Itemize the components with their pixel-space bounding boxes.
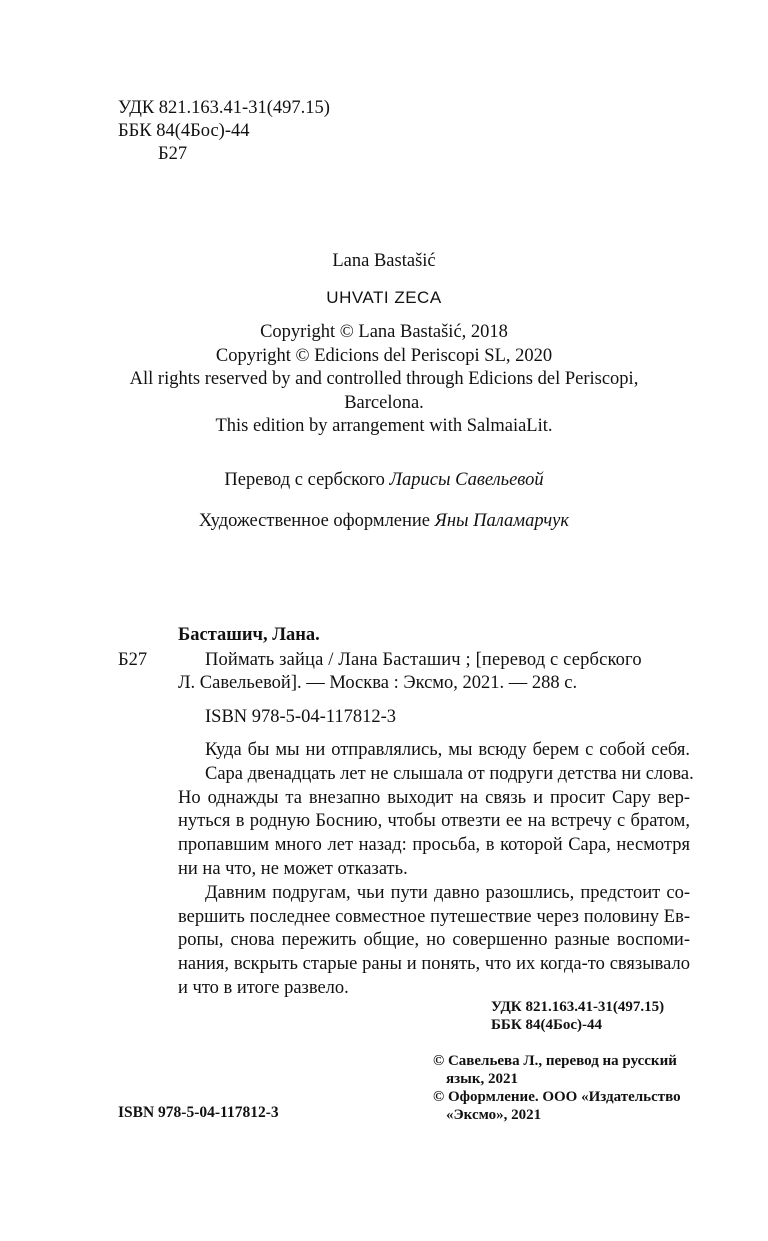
catalog-isbn: ISBN 978-5-04-117812-3 [205, 707, 396, 727]
copyright-line: Copyright © Lana Bastašić, 2018 [260, 322, 508, 342]
annotation-line: нания, вскрыть старые раны и понять, что их когда-то связывало [178, 954, 690, 975]
annotation-line: пропавшим много лет назад: просьба, в которой Сара, несмотря [178, 835, 690, 856]
annotation-line: Сара двенадцать лет не слышала от подруги детства ни слова. [205, 763, 694, 784]
top-bbk: ББК 84(4Бос)-44 [118, 121, 250, 141]
original-title: UHVATI ZECA [326, 288, 442, 307]
top-author-mark: Б27 [158, 144, 188, 164]
bottom-copyright-block [433, 1052, 733, 1124]
annotation-line: Куда бы мы ни отправлялись, мы всюду берем с собой себя. [205, 740, 690, 760]
bottom-copyright-line: © Савельева Л., перевод на русский [433, 1053, 677, 1069]
original-author: Lana Bastašić [332, 251, 436, 271]
catalog-udk: УДК 821.163.41-31(497.15) [491, 999, 665, 1015]
top-udk: УДК 821.163.41-31(497.15) [118, 98, 330, 118]
bottom-isbn: ISBN 978-5-04-117812-3 [118, 1104, 279, 1121]
catalog-bbk: ББК 84(4Бос)-44 [491, 1017, 603, 1033]
bottom-copyright-line: © Оформление. ООО «Издательство [433, 1089, 681, 1105]
catalog-mark: Б27 [118, 650, 148, 670]
annotation-line: Давним подругам, чьи пути давно разошлись, предстоит со- [205, 882, 690, 903]
annotation-line: ни на что, не может отказать. [178, 858, 408, 879]
catalog-entry-line2: Л. Савельевой]. — Москва : Эксмо, 2021. — 288 с. [178, 673, 578, 693]
copyright-line: All rights reserved by and controlled through Edicions del Periscopi, [129, 369, 639, 389]
annotation-line: и что в итоге развело. [178, 977, 349, 998]
bottom-copyright-line: «Эксмо», 2021 [446, 1107, 542, 1123]
translation-credit [0, 470, 768, 491]
catalog-heading: Басташич, Лана. [178, 625, 320, 645]
annotation [178, 739, 694, 1001]
copyright-line: This edition by arrangement with SalmaiaLit. [215, 416, 553, 436]
design-prefix: Художественное оформление [198, 511, 435, 531]
translation-prefix: Перевод с сербского [224, 470, 390, 490]
designer-name: Яны Паламарчук [434, 511, 570, 531]
annotation-line: Но однажды та внезапно выходит на связь и просит Сару вер- [178, 787, 690, 808]
annotation-line: нуться в родную Боснию, чтобы отвезти ее на встречу с братом, [178, 811, 690, 832]
catalog-entry-line1: Поймать зайца / Лана Басташич ; [перевод с сербского [205, 650, 642, 670]
annotation-line: ропы, снова пережить общие, но совершенно разные воспоми- [178, 930, 690, 951]
copyright-line: Barcelona. [344, 392, 424, 413]
annotation-line: вершить последнее совместное путешествие через половину Ев- [178, 906, 690, 927]
copyright-line: Copyright © Edicions del Periscopi SL, 2020 [215, 345, 553, 366]
design-credit [0, 511, 768, 532]
bottom-copyright-line: язык, 2021 [446, 1071, 518, 1087]
translator-name: Ларисы Савельевой [389, 470, 544, 490]
original-copyright-block [0, 321, 768, 439]
